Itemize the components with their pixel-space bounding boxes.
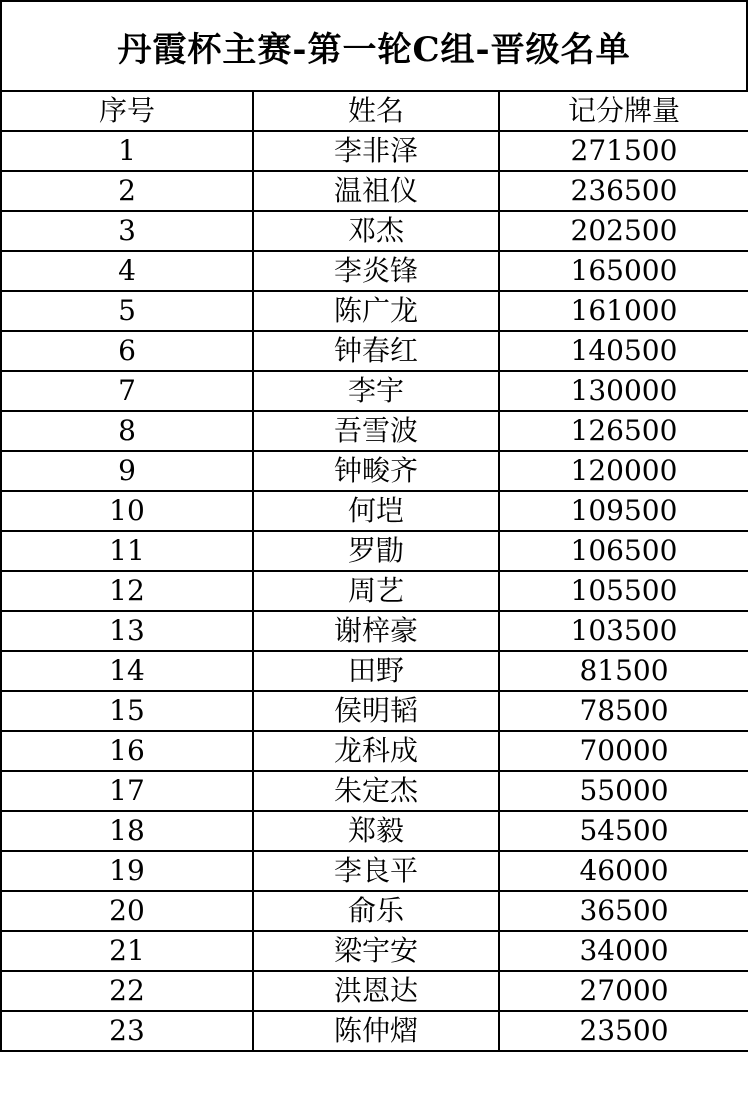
player-name-cell: 龙科成 bbox=[253, 731, 499, 771]
rank-cell: 7 bbox=[1, 371, 253, 411]
table-row bbox=[1, 651, 748, 691]
player-name-cell: 何垲 bbox=[253, 491, 499, 531]
table-row bbox=[1, 691, 748, 731]
player-name-cell: 邓杰 bbox=[253, 211, 499, 251]
player-name-cell: 钟春红 bbox=[253, 331, 499, 371]
rank-cell: 10 bbox=[1, 491, 253, 531]
rank-cell: 15 bbox=[1, 691, 253, 731]
chip-count-cell: 103500 bbox=[499, 611, 748, 651]
player-name-cell: 李炎锋 bbox=[253, 251, 499, 291]
player-name-cell: 李非泽 bbox=[253, 131, 499, 171]
chip-count-cell: 271500 bbox=[499, 131, 748, 171]
chip-count-cell: 36500 bbox=[499, 891, 748, 931]
rank-cell: 23 bbox=[1, 1011, 253, 1051]
chip-count-cell: 55000 bbox=[499, 771, 748, 811]
rank-cell: 12 bbox=[1, 571, 253, 611]
rank-cell: 2 bbox=[1, 171, 253, 211]
chip-count-cell: 46000 bbox=[499, 851, 748, 891]
chip-count-cell: 120000 bbox=[499, 451, 748, 491]
chip-count-cell: 106500 bbox=[499, 531, 748, 571]
player-name-cell: 钟畯齐 bbox=[253, 451, 499, 491]
player-name-cell: 陈广龙 bbox=[253, 291, 499, 331]
header-row bbox=[1, 91, 748, 131]
player-name-cell: 李宇 bbox=[253, 371, 499, 411]
chip-count-cell: 54500 bbox=[499, 811, 748, 851]
chip-count-cell: 27000 bbox=[499, 971, 748, 1011]
player-name-cell: 洪恩达 bbox=[253, 971, 499, 1011]
table-row bbox=[1, 251, 748, 291]
chip-count-cell: 126500 bbox=[499, 411, 748, 451]
qualifier-table bbox=[0, 90, 748, 1052]
player-name-cell: 周艺 bbox=[253, 571, 499, 611]
player-name-cell: 谢梓豪 bbox=[253, 611, 499, 651]
rank-cell: 20 bbox=[1, 891, 253, 931]
table-body bbox=[1, 131, 748, 1051]
chip-count-cell: 78500 bbox=[499, 691, 748, 731]
rank-cell: 8 bbox=[1, 411, 253, 451]
table-row bbox=[1, 371, 748, 411]
table-row bbox=[1, 771, 748, 811]
sheet-title: 丹霞杯主赛-第一轮C组-晋级名单 bbox=[0, 0, 748, 90]
table-row bbox=[1, 531, 748, 571]
chip-count-cell: 161000 bbox=[499, 291, 748, 331]
player-name-cell: 李良平 bbox=[253, 851, 499, 891]
rank-cell: 11 bbox=[1, 531, 253, 571]
table-row bbox=[1, 571, 748, 611]
player-name-cell: 温祖仪 bbox=[253, 171, 499, 211]
rank-cell: 1 bbox=[1, 131, 253, 171]
chip-count-cell: 109500 bbox=[499, 491, 748, 531]
rank-cell: 14 bbox=[1, 651, 253, 691]
table-row bbox=[1, 971, 748, 1011]
table-row bbox=[1, 891, 748, 931]
table-row bbox=[1, 1011, 748, 1051]
chip-count-cell: 105500 bbox=[499, 571, 748, 611]
chip-count-cell: 165000 bbox=[499, 251, 748, 291]
player-name-cell: 侯明韬 bbox=[253, 691, 499, 731]
player-name-cell: 田野 bbox=[253, 651, 499, 691]
table-row bbox=[1, 211, 748, 251]
chip-count-cell: 81500 bbox=[499, 651, 748, 691]
table-row bbox=[1, 731, 748, 771]
player-name-cell: 郑毅 bbox=[253, 811, 499, 851]
rank-cell: 22 bbox=[1, 971, 253, 1011]
table-row bbox=[1, 611, 748, 651]
rank-cell: 17 bbox=[1, 771, 253, 811]
rank-cell: 19 bbox=[1, 851, 253, 891]
player-name-cell: 罗勖 bbox=[253, 531, 499, 571]
rank-cell: 21 bbox=[1, 931, 253, 971]
table-row bbox=[1, 811, 748, 851]
rank-cell: 3 bbox=[1, 211, 253, 251]
player-name-cell: 梁宇安 bbox=[253, 931, 499, 971]
table-row bbox=[1, 491, 748, 531]
rank-column-header: 序号 bbox=[1, 91, 253, 131]
player-name-cell: 吾雪波 bbox=[253, 411, 499, 451]
chip-count-cell: 70000 bbox=[499, 731, 748, 771]
chip-count-cell: 236500 bbox=[499, 171, 748, 211]
table-row bbox=[1, 331, 748, 371]
rank-cell: 13 bbox=[1, 611, 253, 651]
table-row bbox=[1, 851, 748, 891]
rank-cell: 4 bbox=[1, 251, 253, 291]
chip-count-cell: 23500 bbox=[499, 1011, 748, 1051]
table-row bbox=[1, 451, 748, 491]
rank-cell: 5 bbox=[1, 291, 253, 331]
table-row bbox=[1, 131, 748, 171]
player-name-cell: 陈仲熠 bbox=[253, 1011, 499, 1051]
chip-count-cell: 140500 bbox=[499, 331, 748, 371]
rank-cell: 18 bbox=[1, 811, 253, 851]
name-column-header: 姓名 bbox=[253, 91, 499, 131]
rank-cell: 16 bbox=[1, 731, 253, 771]
player-name-cell: 俞乐 bbox=[253, 891, 499, 931]
table-row bbox=[1, 411, 748, 451]
player-name-cell: 朱定杰 bbox=[253, 771, 499, 811]
table-row bbox=[1, 291, 748, 331]
rank-cell: 9 bbox=[1, 451, 253, 491]
table-row bbox=[1, 171, 748, 211]
chip-count-cell: 130000 bbox=[499, 371, 748, 411]
rank-cell: 6 bbox=[1, 331, 253, 371]
table-row bbox=[1, 931, 748, 971]
chips-column-header: 记分牌量 bbox=[499, 91, 748, 131]
chip-count-cell: 202500 bbox=[499, 211, 748, 251]
chip-count-cell: 34000 bbox=[499, 931, 748, 971]
